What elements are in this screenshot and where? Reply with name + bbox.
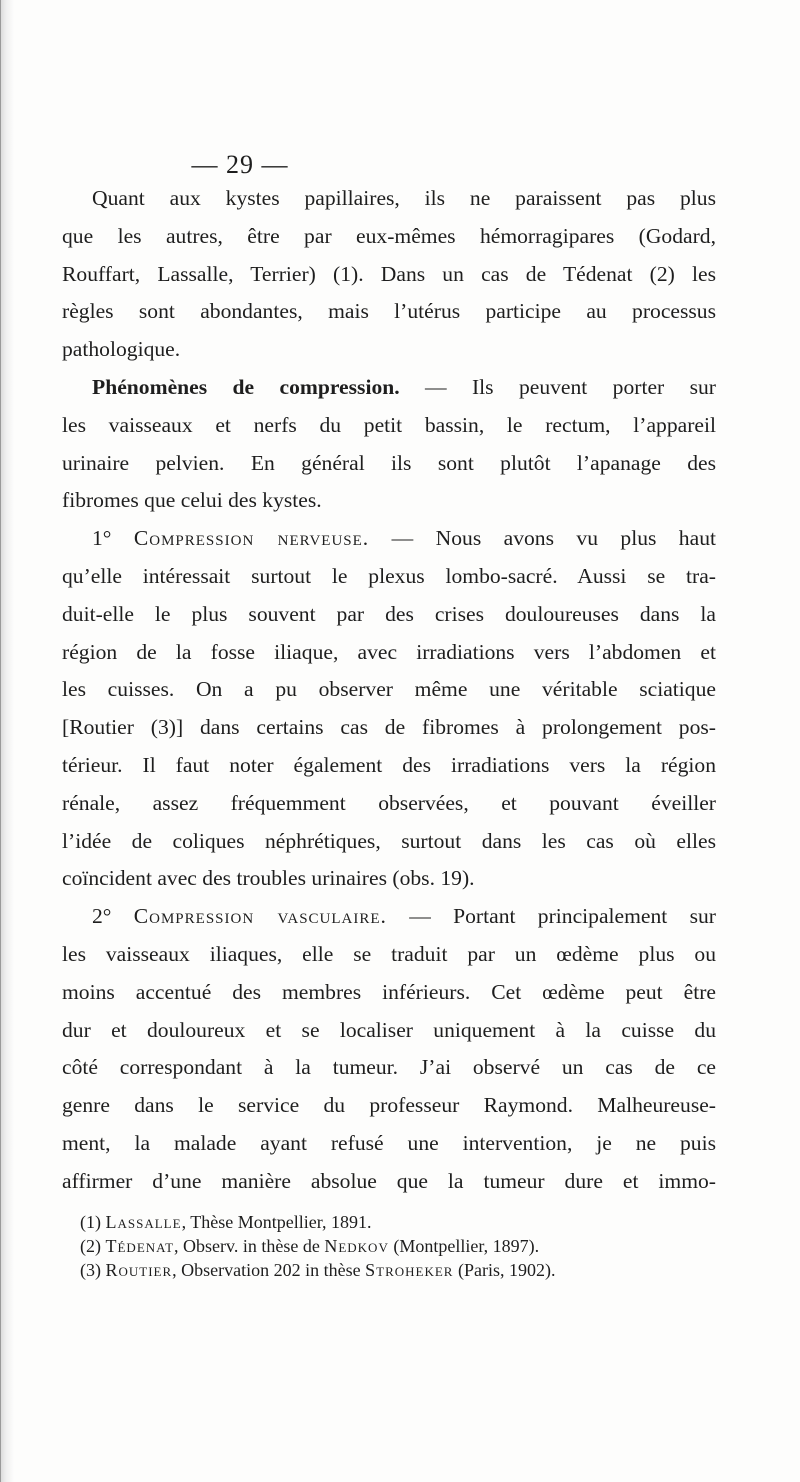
text-line: les vaisseaux iliaques, elle se traduit par un œdème plus ou <box>62 941 716 966</box>
page-edge-line <box>0 0 1 1482</box>
text-line: térieur. Il faut noter également des irradiations vers la région <box>62 752 716 777</box>
footnote-text: , Observ. in thèse de <box>174 1236 325 1256</box>
text-line: genre dans le service du professeur Raymond. Malheureuse- <box>62 1093 716 1118</box>
footnotes <box>80 1210 720 1282</box>
text-line: qu’elle intéressait surtout le plexus lombo-sacré. Aussi se tra- <box>62 563 716 588</box>
footnote-author: Tédenat <box>105 1236 175 1256</box>
text-line: fibromes que celui des kystes. <box>62 488 322 513</box>
section-number: 2° <box>92 904 112 929</box>
footnote-author: Lassalle <box>105 1212 182 1232</box>
section-number: 1° <box>92 526 112 551</box>
text-line: Rouffart, Lassalle, Terrier) (1). Dans un cas de Tédenat (2) les <box>62 261 716 286</box>
text-line: côté correspondant à la tumeur. J’ai observé un cas de ce <box>62 1055 716 1080</box>
text-line <box>62 520 716 558</box>
text-line: Quant aux kystes papillaires, ils ne paraissent pas plus <box>92 186 716 210</box>
text-fragment: — Nous avons vu plus haut <box>369 526 716 551</box>
binding-shadow <box>0 0 14 1482</box>
text-line <box>62 898 716 936</box>
footnote-author: Routier <box>105 1260 173 1280</box>
text-line: les vaisseaux et nerfs du petit bassin, le rectum, l’appareil <box>62 412 716 437</box>
text-fragment: — Ils peuvent porter sur <box>399 374 716 399</box>
text-fragment: — Portant principalement sur <box>386 904 716 929</box>
text-line: [Routier (3)] dans certains cas de fibromes à prolongement pos- <box>62 715 716 740</box>
text-line: coïncident avec des troubles urinaires (obs. 19). <box>62 866 475 891</box>
text-line: pathologique. <box>62 337 181 362</box>
footnote <box>80 1210 720 1234</box>
footnote-text: , Observation 202 in thèse <box>172 1260 366 1280</box>
text-line: région de la fosse iliaque, avec irradiations vers l’abdomen et <box>62 639 716 664</box>
section-heading-vasculaire: Compression vasculaire. <box>133 904 387 929</box>
text-line: rénale, assez fréquemment observées, et pouvant éveiller <box>62 790 716 815</box>
footnote-author: Nedkov <box>324 1236 389 1256</box>
footnote-text: (Montpellier, 1897). <box>388 1236 540 1256</box>
body-text <box>62 180 716 1201</box>
text-line: affirmer d’une manière absolue que la tumeur dure et immo- <box>62 1168 716 1193</box>
footnote-number: (3) <box>80 1260 101 1280</box>
footnote-text: (Paris, 1902). <box>453 1260 556 1280</box>
footnote-text: , Thèse Montpellier, 1891. <box>181 1212 372 1232</box>
text-line <box>62 369 716 407</box>
text-line: duit-elle le plus souvent par des crises douloureuses dans la <box>62 601 716 626</box>
footnote-number: (2) <box>80 1236 101 1256</box>
text-line: que les autres, être par eux-mêmes hémorragipares (Godard, <box>62 223 716 248</box>
footnote <box>80 1258 720 1282</box>
footnote-number: (1) <box>80 1212 101 1232</box>
text-line: moins accentué des membres inférieurs. Cet œdème peut être <box>62 979 716 1004</box>
section-heading-nerveuse: Compression nerveuse. <box>133 526 370 551</box>
footnote <box>80 1234 720 1258</box>
footnote-author: Stroheker <box>365 1260 454 1280</box>
text-line: les cuisses. On a pu observer même une véritable sciatique <box>62 677 716 702</box>
text-line: urinaire pelvien. En général ils sont plutôt l’apanage des <box>62 450 716 475</box>
section-heading-compression: Phénomènes de compression. <box>92 374 400 399</box>
text-line: ment, la malade ayant refusé une intervention, je ne puis <box>62 1130 716 1155</box>
text-line: règles sont abondantes, mais l’utérus participe au processus <box>62 299 716 324</box>
text-line: l’idée de coliques néphrétiques, surtout dans les cas où elles <box>62 828 716 853</box>
text-line: dur et douloureux et se localiser uniquement à la cuisse du <box>62 1017 716 1042</box>
page-number: — 29 — <box>191 150 289 179</box>
